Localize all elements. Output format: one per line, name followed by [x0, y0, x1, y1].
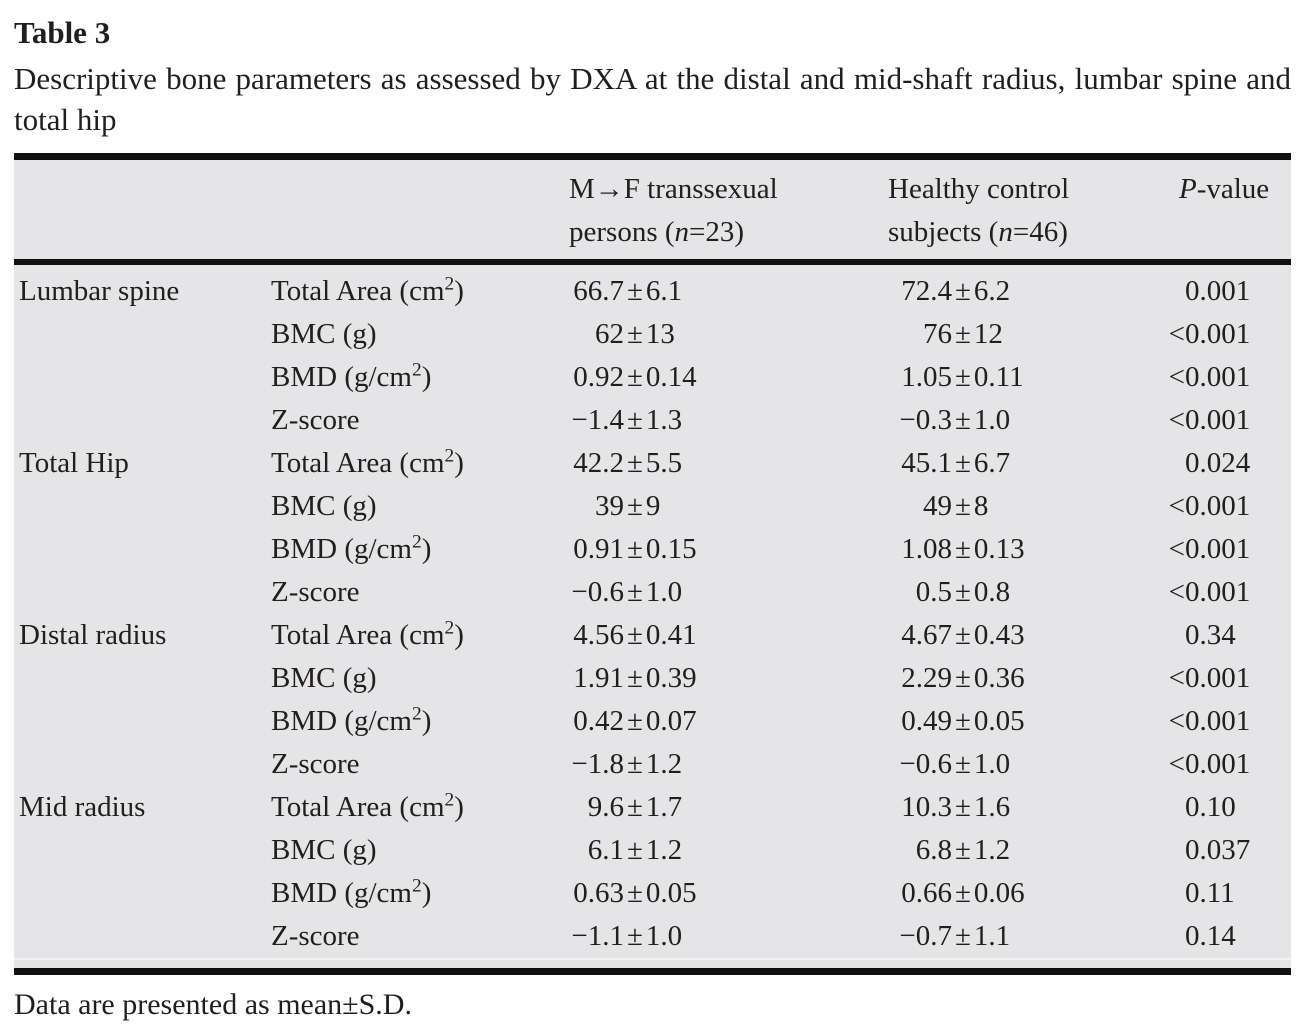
param-cell: BMC (g): [271, 490, 377, 522]
plus-minus: ±: [627, 275, 643, 307]
hc-value-cell: 6.8 ± 1.2: [915, 834, 1011, 866]
mf-value-cell: −1.4 ± 1.3: [571, 404, 683, 436]
param-cell: BMD $(g/cm^2)$: [271, 359, 432, 393]
table-row: [14, 700, 1291, 743]
plus-minus: ±: [955, 576, 971, 608]
pvalue-cell: < 0.001: [1168, 705, 1251, 737]
plus-minus: ±: [627, 404, 643, 436]
group-cell: [14, 313, 271, 356]
pvalue-cell: 0.001: [1185, 275, 1251, 307]
plus-minus: ±: [955, 361, 971, 393]
plus-minus: ±: [627, 662, 643, 694]
group-cell: [14, 485, 271, 528]
group-cell: [14, 700, 271, 743]
table-title: Table 3: [14, 15, 111, 50]
param-cell: BMD $(g/cm^2)$: [271, 875, 432, 909]
mf-value-cell: −1.1 ± 1.0: [571, 920, 683, 952]
plus-minus: ±: [627, 748, 643, 780]
mf-value-cell: −0.6 ± 1.0: [571, 576, 683, 608]
table-row: [14, 872, 1291, 915]
p-variable: P: [1179, 173, 1197, 205]
superscript: 2: [411, 703, 422, 725]
plus-minus: ±: [627, 834, 643, 866]
pvalue-cell: 0.11: [1185, 877, 1235, 909]
param-cell: Z-score: [271, 576, 360, 608]
table-row: [14, 356, 1291, 399]
mf-value-cell: 0.42 ± 0.07: [573, 705, 697, 737]
plus-minus: ±: [955, 318, 971, 350]
plus-minus: ±: [955, 275, 971, 307]
group-cell: [14, 399, 271, 442]
plus-minus: ±: [955, 404, 971, 436]
header-hc-column: [888, 160, 1179, 262]
hc-value-cell: 0.5 ± 0.8: [915, 576, 1011, 608]
param-cell: BMC (g): [271, 662, 377, 694]
group-cell: [14, 743, 271, 786]
table-row: [14, 614, 1291, 657]
plus-minus: ±: [955, 619, 971, 651]
table-row: [14, 786, 1291, 829]
table-body: [14, 262, 1291, 958]
table-row: [14, 915, 1291, 958]
group-cell: Total Hip: [19, 447, 129, 479]
superscript: 2: [411, 875, 422, 897]
plus-minus: ±: [627, 705, 643, 737]
pvalue-cell: 0.34: [1185, 619, 1236, 651]
hc-value-cell: 76 ± 12: [923, 318, 1003, 350]
param-cell: Z-score: [271, 748, 360, 780]
plus-minus: ±: [627, 920, 643, 952]
group-cell: [14, 657, 271, 700]
plus-minus: ±: [955, 705, 971, 737]
table-footnote: Data are presented as mean±S.D.: [14, 988, 412, 1021]
data-table: [14, 160, 1291, 958]
mf-value-cell: 0.91 ± 0.15: [573, 533, 697, 565]
table-row: [14, 829, 1291, 872]
hc-value-cell: −0.7 ± 1.1: [899, 920, 1011, 952]
plus-minus: ±: [955, 447, 971, 479]
header-pvalue-column: P-value: [1179, 160, 1291, 262]
plus-minus: ±: [955, 877, 971, 909]
param-cell: BMD $(g/cm^2)$: [271, 531, 432, 565]
table-row: [14, 442, 1291, 485]
pvalue-cell: 0.037: [1185, 834, 1251, 866]
param-cell: Z-score: [271, 920, 360, 952]
table-bottom-spacer: [14, 960, 1291, 968]
superscript: 2: [411, 359, 422, 381]
superscript: 2: [411, 531, 422, 553]
header-row: [14, 160, 1291, 262]
plus-minus: ±: [627, 447, 643, 479]
header-mf-column: [569, 160, 888, 262]
table-row: [14, 485, 1291, 528]
plus-minus: ±: [627, 877, 643, 909]
group-cell: [14, 528, 271, 571]
hc-value-cell: −0.6 ± 1.0: [899, 748, 1011, 780]
plus-minus: ±: [955, 920, 971, 952]
table-row: [14, 571, 1291, 614]
mf-value-cell: 62 ± 13: [595, 318, 675, 350]
group-cell: [14, 356, 271, 399]
table-row: [14, 528, 1291, 571]
superscript: 2: [444, 445, 455, 467]
hc-value-cell: 10.3 ± 1.6: [901, 791, 1011, 823]
superscript: 2: [444, 789, 455, 811]
pvalue-cell: 0.14: [1185, 920, 1236, 952]
mf-value-cell: 6.1 ± 1.2: [587, 834, 683, 866]
plus-minus: ±: [955, 662, 971, 694]
group-cell: Distal radius: [19, 619, 167, 651]
table-caption: Descriptive bone parameters as assessed by DXA at the distal and mid-shaft radius, lumbar spine and total hip: [14, 61, 1291, 137]
plus-minus: ±: [955, 748, 971, 780]
group-cell: Lumbar spine: [19, 275, 180, 307]
plus-minus: ±: [955, 791, 971, 823]
table-row: [14, 399, 1291, 442]
header-mf-line1: M→F transsexual: [569, 173, 778, 205]
plus-minus: ±: [627, 318, 643, 350]
param-cell: Total Area $(cm^2)$: [271, 273, 464, 307]
table-header: [14, 160, 1291, 262]
plus-minus: ±: [627, 361, 643, 393]
plus-minus: ±: [627, 533, 643, 565]
param-cell: BMC (g): [271, 834, 377, 866]
plus-minus: ±: [627, 791, 643, 823]
hc-value-cell: 1.08 ± 0.13: [901, 533, 1025, 565]
pvalue-cell: < 0.001: [1168, 533, 1251, 565]
header-hc-line2: subjects (n=46): [888, 216, 1068, 248]
group-cell: Mid radius: [19, 791, 146, 823]
plus-minus: ±: [627, 490, 643, 522]
mf-value-cell: 0.63 ± 0.05: [573, 877, 697, 909]
mf-value-cell: 0.92 ± 0.14: [573, 361, 697, 393]
pvalue-cell: < 0.001: [1168, 490, 1251, 522]
table-row: [14, 743, 1291, 786]
mf-value-cell: −1.8 ± 1.2: [571, 748, 683, 780]
group-cell: [14, 872, 271, 915]
hc-value-cell: 1.05 ± 0.11: [901, 361, 1024, 393]
pvalue-cell: < 0.001: [1168, 361, 1251, 393]
param-cell: Total Area $(cm^2)$: [271, 445, 464, 479]
table-row: [14, 313, 1291, 356]
param-cell: BMD $(g/cm^2)$: [271, 703, 432, 737]
plus-minus: ±: [955, 533, 971, 565]
pvalue-cell: 0.10: [1185, 791, 1236, 823]
plus-minus: ±: [627, 619, 643, 651]
hc-value-cell: 0.66 ± 0.06: [901, 877, 1025, 909]
mf-value-cell: 9.6 ± 1.7: [587, 791, 683, 823]
pvalue-cell: < 0.001: [1168, 748, 1251, 780]
hc-value-cell: 4.67 ± 0.43: [901, 619, 1025, 651]
param-cell: Total Area $(cm^2)$: [271, 617, 464, 651]
hc-value-cell: 2.29 ± 0.36: [901, 662, 1025, 694]
param-cell: Total Area $(cm^2)$: [271, 789, 464, 823]
superscript: 2: [444, 617, 455, 639]
mf-value-cell: 1.91 ± 0.39: [573, 662, 697, 694]
group-cell: [14, 829, 271, 872]
table-row: [14, 262, 1291, 313]
header-mf-line2: persons (n=23): [569, 216, 745, 248]
pvalue-cell: < 0.001: [1168, 404, 1251, 436]
hc-value-cell: 72.4 ± 6.2: [901, 275, 1011, 307]
hc-value-cell: 0.49 ± 0.05: [901, 705, 1025, 737]
hc-value-cell: 45.1 ± 6.7: [901, 447, 1011, 479]
group-cell: [14, 571, 271, 614]
table-row: [14, 657, 1291, 700]
header-empty-group: [14, 160, 271, 262]
header-empty-param: [271, 160, 569, 262]
group-cell: [14, 915, 271, 958]
pvalue-cell: < 0.001: [1168, 576, 1251, 608]
pvalue-cell: < 0.001: [1168, 662, 1251, 694]
mf-value-cell: 4.56 ± 0.41: [573, 619, 697, 651]
n-variable: n: [674, 216, 690, 248]
mf-value-cell: 42.2 ± 5.5: [573, 447, 683, 479]
plus-minus: ±: [955, 490, 971, 522]
param-cell: Z-score: [271, 404, 360, 436]
mf-value-cell: 66.7 ± 6.1: [573, 275, 683, 307]
hc-value-cell: −0.3 ± 1.0: [899, 404, 1011, 436]
pvalue-cell: < 0.001: [1168, 318, 1251, 350]
pvalue-cell: 0.024: [1185, 447, 1251, 479]
plus-minus: ±: [955, 834, 971, 866]
data-table-container: [14, 153, 1291, 975]
header-hc-line1: Healthy control: [888, 173, 1070, 205]
n-variable: n: [998, 216, 1013, 248]
param-cell: BMC (g): [271, 318, 377, 350]
superscript: 2: [444, 273, 455, 295]
hc-value-cell: 49 ± 8: [923, 490, 989, 522]
mf-value-cell: 39 ± 9: [595, 490, 661, 522]
plus-minus: ±: [627, 576, 643, 608]
